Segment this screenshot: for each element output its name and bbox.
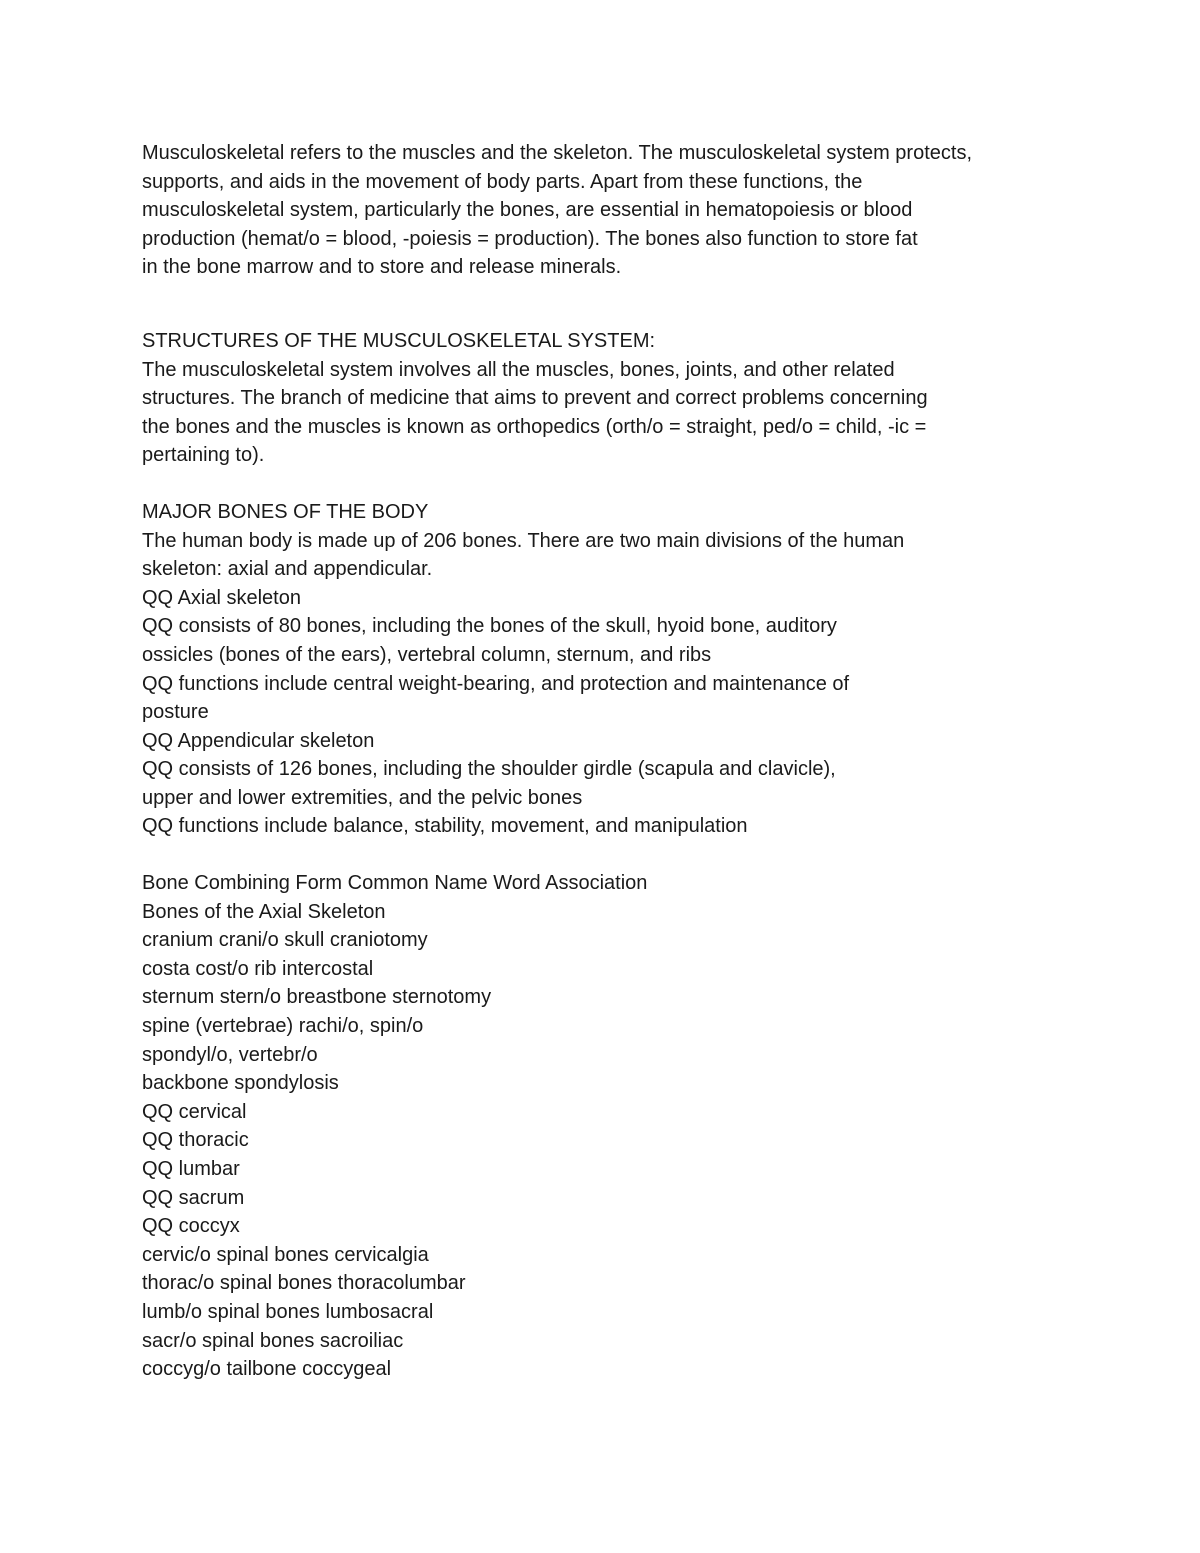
bone-table-row: cranium crani/o skull craniotomy bbox=[142, 929, 428, 952]
bone-table-row: spine (vertebrae) rachi/o, spin/o bbox=[142, 1015, 424, 1038]
intro-paragraph bbox=[142, 139, 1102, 282]
bone-table-row: backbone spondylosis bbox=[142, 1072, 339, 1095]
section-spacer bbox=[142, 841, 1102, 869]
major-bones-line: QQ consists of 126 bones, including the shoulder girdle (scapula and clavicle), bbox=[142, 758, 836, 781]
bone-table-row: QQ cervical bbox=[142, 1100, 247, 1123]
bone-table-header: Bone Combining Form Common Name Word Association bbox=[142, 872, 648, 895]
intro-line: in the bone marrow and to store and release minerals. bbox=[142, 256, 622, 279]
major-bones-heading: MAJOR BONES OF THE BODY bbox=[142, 500, 429, 523]
major-bones-line: QQ functions include central weight-bearing, and protection and maintenance of bbox=[142, 672, 850, 695]
structures-line: pertaining to). bbox=[142, 444, 265, 467]
major-bones-line: ossicles (bones of the ears), vertebral column, sternum, and ribs bbox=[142, 643, 712, 666]
document-body bbox=[142, 139, 1102, 1384]
bone-table-row: cervic/o spinal bones cervicalgia bbox=[142, 1243, 429, 1266]
major-bones-line: QQ Appendicular skeleton bbox=[142, 729, 375, 752]
major-bones-line: posture bbox=[142, 701, 209, 724]
intro-line: supports, and aids in the movement of body parts. Apart from these functions, the bbox=[142, 170, 863, 193]
bone-table-row: sternum stern/o breastbone sternotomy bbox=[142, 986, 492, 1009]
structures-heading: STRUCTURES OF THE MUSCULOSKELETAL SYSTEM: bbox=[142, 329, 656, 352]
bone-table-row: thorac/o spinal bones thoracolumbar bbox=[142, 1272, 466, 1295]
intro-line: musculoskeletal system, particularly the bones, are essential in hematopoiesis or blood bbox=[142, 199, 913, 222]
section-spacer bbox=[142, 282, 1102, 327]
bone-table-row: spondyl/o, vertebr/o bbox=[142, 1043, 318, 1066]
bone-table-row: QQ coccyx bbox=[142, 1215, 240, 1238]
intro-line: Musculoskeletal refers to the muscles and the skeleton. The musculoskeletal system protects, bbox=[142, 142, 973, 164]
bone-table-section bbox=[142, 869, 1102, 1384]
section-spacer bbox=[142, 470, 1102, 498]
structures-section bbox=[142, 327, 1102, 470]
major-bones-line: QQ functions include balance, stability, movement, and manipulation bbox=[142, 815, 748, 838]
major-bones-section bbox=[142, 498, 1102, 841]
major-bones-line: QQ consists of 80 bones, including the bones of the skull, hyoid bone, auditory bbox=[142, 615, 837, 638]
bone-table-row: sacr/o spinal bones sacroiliac bbox=[142, 1329, 404, 1352]
bone-table-row: QQ lumbar bbox=[142, 1158, 240, 1180]
bone-table-row: Bones of the Axial Skeleton bbox=[142, 900, 386, 923]
structures-line: The musculoskeletal system involves all the muscles, bones, joints, and other related bbox=[142, 358, 895, 381]
major-bones-line: skeleton: axial and appendicular. bbox=[142, 558, 433, 581]
bone-table-row: QQ sacrum bbox=[142, 1186, 245, 1209]
major-bones-line: upper and lower extremities, and the pelvic bones bbox=[142, 786, 583, 809]
intro-line: production (hemat/o = blood, -poiesis = production). The bones also function to store fat bbox=[142, 227, 918, 250]
major-bones-line: The human body is made up of 206 bones. There are two main divisions of the human bbox=[142, 529, 905, 552]
structures-line: structures. The branch of medicine that aims to prevent and correct problems concerning bbox=[142, 387, 928, 410]
bone-table-row: QQ thoracic bbox=[142, 1129, 249, 1152]
major-bones-line: QQ Axial skeleton bbox=[142, 586, 301, 609]
bone-table-row: coccyg/o tailbone coccygeal bbox=[142, 1358, 392, 1381]
bone-table-row: lumb/o spinal bones lumbosacral bbox=[142, 1300, 434, 1323]
bone-table-row: costa cost/o rib intercostal bbox=[142, 957, 374, 980]
structures-line: the bones and the muscles is known as orthopedics (orth/o = straight, ped/o = child, -ic = bbox=[142, 415, 927, 438]
